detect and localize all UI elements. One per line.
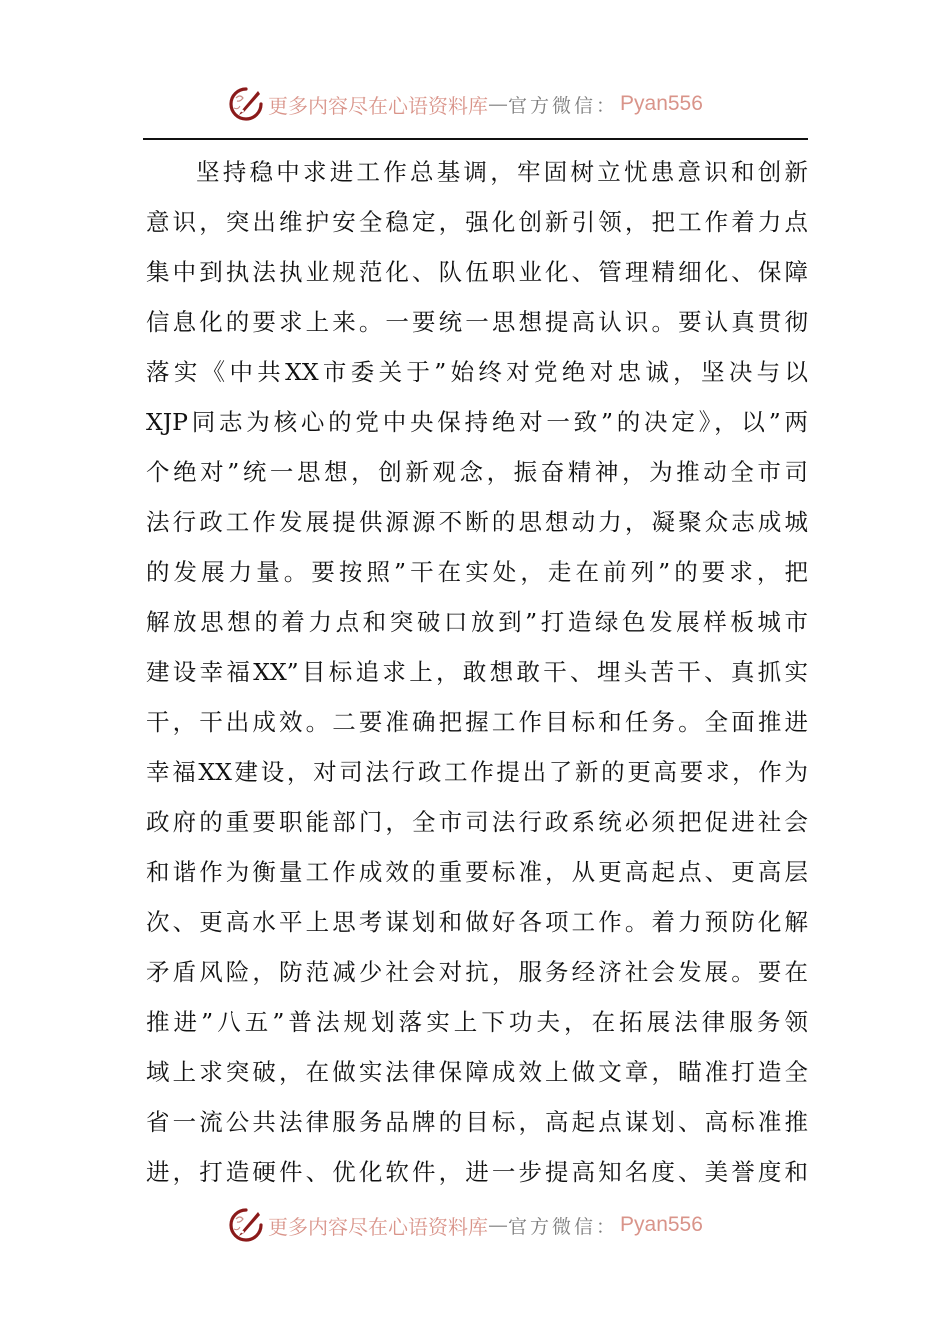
footer-watermark — [228, 1205, 703, 1245]
paragraph-line: 个绝对”统一思想，创新观念，振奋精神，为推动全市司 — [146, 458, 808, 486]
paragraph-line: 进，打造硬件、优化软件，进一步提高知名度、美誉度和 — [146, 1158, 808, 1186]
paragraph-line: 和谐作为衡量工作成效的重要标准，从更高起点、更高层 — [146, 858, 808, 886]
paragraph-line: 的发展力量。要按照”干在实处，走在前列”的要求，把 — [146, 558, 808, 586]
quill-pen-logo-icon — [228, 86, 264, 122]
header-divider — [143, 138, 808, 140]
paragraph-line: 信息化的要求上来。一要统一思想提高认识。要认真贯彻 — [146, 308, 808, 336]
document-body — [146, 153, 808, 1203]
paragraph-line: 意识，突出维护安全稳定，强化创新引领，把工作着力点 — [146, 208, 808, 236]
paragraph-line: 坚持稳中求进工作总基调，牢固树立忧患意识和创新 — [196, 158, 808, 186]
paragraph-line: 省一流公共法律服务品牌的目标，高起点谋划、高标准推 — [146, 1108, 808, 1136]
paragraph-line: 矛盾风险，防范减少社会对抗，服务经济社会发展。要在 — [146, 958, 808, 986]
watermark-site-name: 更多内容尽在心语资料库 — [268, 1214, 488, 1239]
paragraph-line: 法行政工作发展提供源源不断的思想动力，凝聚众志成城 — [146, 508, 808, 536]
paragraph-line: 次、更高水平上思考谋划和做好各项工作。着力预防化解 — [146, 908, 808, 936]
paragraph-line: 幸福XX建设，对司法行政工作提出了新的更高要求，作为 — [146, 758, 808, 786]
watermark-dash: — — [488, 1213, 508, 1237]
paragraph-line: XJP同志为核心的党中央保持绝对一致”的决定》，以”两 — [146, 408, 808, 436]
paragraph-line: 干，干出成效。二要准确把握工作目标和任务。全面推进 — [146, 708, 808, 736]
paragraph-line: 推进”八五”普法规划落实上下功夫，在拓展法律服务领 — [146, 1008, 808, 1036]
watermark-site-name: 更多内容尽在心语资料库 — [268, 93, 488, 118]
watermark-wechat-label: 官方微信： — [508, 1215, 619, 1238]
paragraph-line: 政府的重要职能部门，全市司法行政系统必须把促进社会 — [146, 808, 808, 836]
watermark-wechat-label: 官方微信： — [508, 94, 619, 117]
watermark-wechat-id: Pyan556 — [620, 92, 703, 115]
header-watermark — [228, 84, 703, 124]
quill-pen-logo-icon — [228, 1207, 264, 1243]
watermark-wechat-id: Pyan556 — [620, 1213, 703, 1236]
paragraph-line: 落实《中共XX市委关于”始终对党绝对忠诚，坚决与以 — [146, 358, 808, 386]
paragraph-line: 域上求突破，在做实法律保障成效上做文章，瞄准打造全 — [146, 1058, 808, 1086]
paragraph-line: 集中到执法执业规范化、队伍职业化、管理精细化、保障 — [146, 258, 808, 286]
paragraph-line: 解放思想的着力点和突破口放到”打造绿色发展样板城市 — [146, 608, 808, 636]
watermark-dash: — — [488, 92, 508, 116]
paragraph-line: 建设幸福XX”目标追求上，敢想敢干、埋头苦干、真抓实 — [146, 658, 808, 686]
